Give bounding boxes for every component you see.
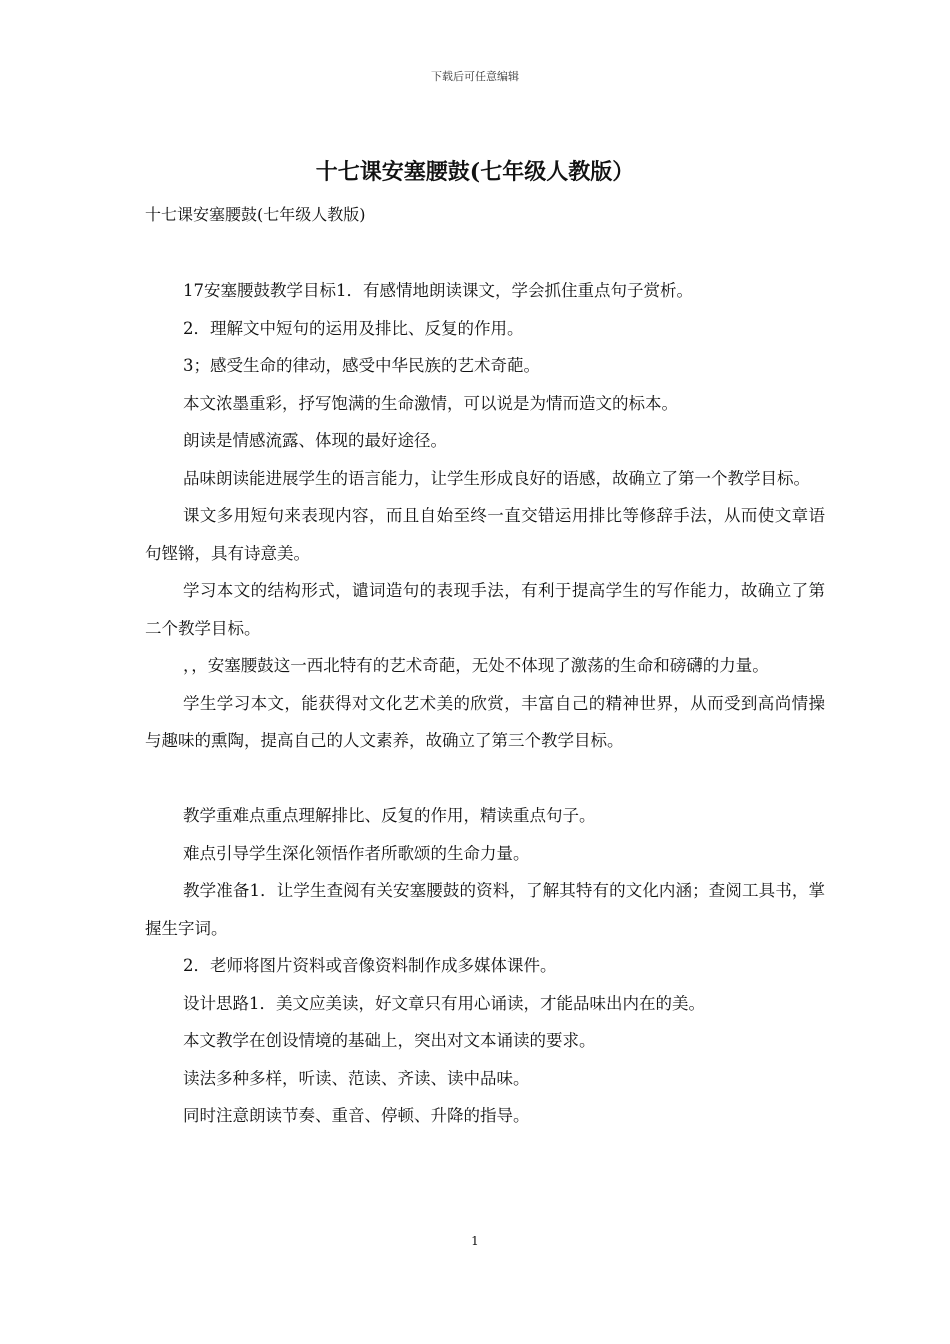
page-number: 1 <box>471 1234 479 1248</box>
paragraph-text: 朗读是情感流露、体现的最好途径。 <box>183 431 447 450</box>
paragraph-text: 课文多用短句来表现内容，而且自始至终一直交错运用排比等修辞手法，从而使文章语句铿锵，具有诗意美。 <box>145 506 825 563</box>
paragraph-preparation-2: 2．老师将图片资料或音像资料制作成多媒体课件。 <box>183 956 557 975</box>
paragraph-text: 学习本文的结构形式，谴词造句的表现手法，有利于提高学生的写作能力，故确立了第二个教学目标。 <box>145 581 825 638</box>
paragraph-text: 本文浓墨重彩，抒写饱满的生命激情，可以说是为情而造文的标本。 <box>183 393 678 413</box>
paragraph-text: 品味朗读能进展学生的语言能力，让学生形成良好的语感，故确立了第一个教学目标。 <box>183 468 810 488</box>
page-header-note: 下载后可任意编辑 <box>431 70 519 83</box>
paragraph-preparation-1: 教学准备1．让学生查阅有关安塞腰鼓的资料，了解其特有的文化内涵；查阅工具书，掌握生字词。 <box>145 881 825 938</box>
paragraph-text: 同时注意朗读节奏、重音、停顿、升降的指导。 <box>183 1106 530 1125</box>
paragraph-text: ，，安塞腰鼓这一西北特有的艺术奇葩，无处不体现了激荡的生命和磅礴的力量。 <box>183 656 769 675</box>
paragraph-text: 读法多种多样，听读、范读、齐读、读中品味。 <box>183 1068 530 1088</box>
document-body <box>145 272 825 1135</box>
paragraph-design-1: 设计思路1．美文应美读，好文章只有用心诵读，才能品味出内在的美。 <box>183 993 705 1013</box>
paragraph-key-points: 教学重难点重点理解排比、反复的作用，精读重点句子。 <box>183 806 596 825</box>
paragraph-text: 本文教学在创设情境的基础上，突出对文本诵读的要求。 <box>183 1031 596 1050</box>
document-subtitle: 十七课安塞腰鼓(七年级人教版) <box>145 205 366 224</box>
document-title: 十七课安塞腰鼓(七年级人教版） <box>315 159 635 185</box>
paragraph-objective-1: 17安塞腰鼓教学目标1．有感情地朗读课文，学会抓住重点句子赏析。 <box>183 281 693 300</box>
paragraph-objective-3: 3；感受生命的律动，感受中华民族的艺术奇葩。 <box>183 356 540 375</box>
paragraph-text: 学生学习本文，能获得对文化艺术美的欣赏，丰富自己的精神世界，从而受到高尚情操与趣味的熏陶，提高自己的人文素养，故确立了第三个教学目标。 <box>145 693 825 750</box>
paragraph-difficulty: 难点引导学生深化领悟作者所歌颂的生命力量。 <box>183 843 530 863</box>
paragraph-objective-2: 2．理解文中短句的运用及排比、反复的作用。 <box>183 318 524 338</box>
paragraph-gap <box>145 760 825 798</box>
